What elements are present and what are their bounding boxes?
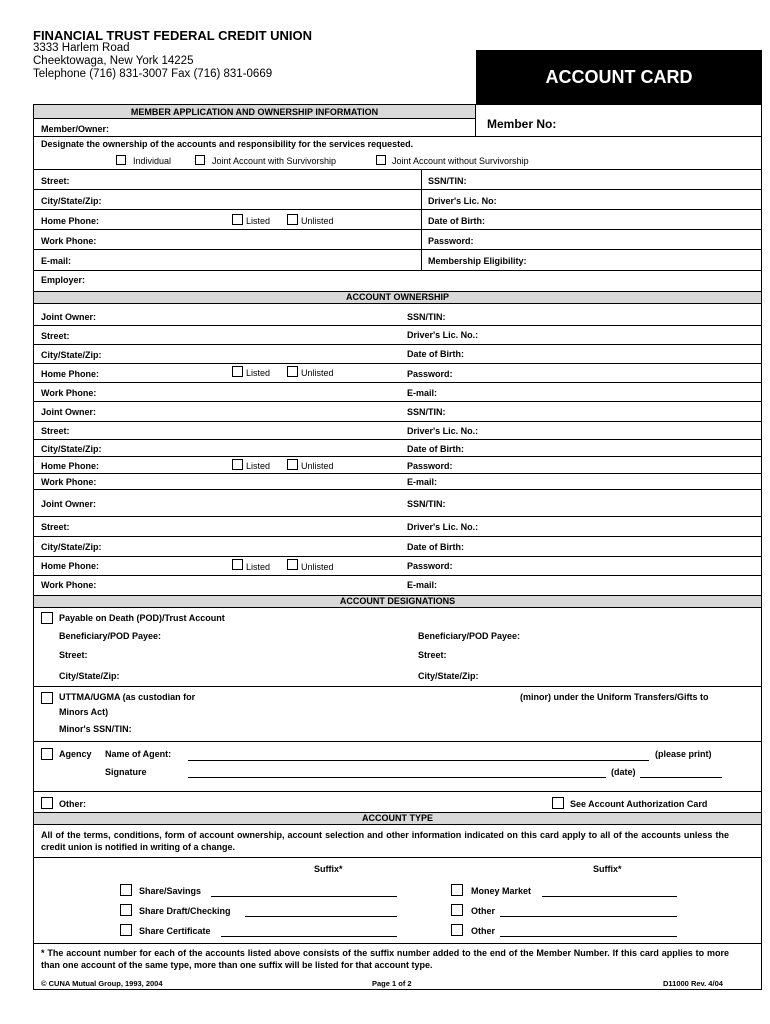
unlisted-checkbox[interactable] — [287, 214, 298, 225]
divider — [34, 189, 761, 190]
joint-owner-1-email-label: E-mail: — [407, 388, 438, 398]
org-phone: Telephone (716) 831-3007 Fax (716) 831-0669 — [33, 68, 273, 80]
joint-owner-3-street-label: Street: — [41, 522, 70, 532]
see-auth-label: See Account Authorization Card — [570, 799, 708, 809]
pod-checkbox[interactable] — [41, 612, 53, 624]
divider — [34, 473, 761, 474]
listed-checkbox[interactable] — [232, 214, 243, 225]
joint-owner-1-work-phone-label: Work Phone: — [41, 388, 97, 398]
divider — [34, 270, 761, 271]
beneficiary-1-city-label: City/State/Zip: — [59, 671, 120, 681]
minor-ssn-label: Minor's SSN/TIN: — [59, 724, 132, 734]
share-draft-label: Share Draft/Checking — [139, 906, 231, 916]
other-type-2-label: Other — [471, 926, 496, 936]
beneficiary-1-street-label: Street: — [59, 650, 88, 660]
unlisted-label: Unlisted — [301, 562, 334, 572]
divider — [421, 169, 422, 270]
joint-survivorship-label: Joint Account with Survivorship — [212, 156, 337, 166]
joint-owner-3-dl-label: Driver's Lic. No.: — [407, 522, 479, 532]
footnote-text: * The account number for each of the accounts listed above consists of the suffix number added to the end of the Member Number. If this card applies to more than one account of the same type, more than one suffix will be listed for that account type. — [41, 948, 729, 970]
share-certificate-label: Share Certificate — [139, 926, 211, 936]
individual-checkbox[interactable] — [116, 155, 126, 165]
joint-owner-2-work-phone-label: Work Phone: — [41, 477, 97, 487]
joint-owner-3-email-label: E-mail: — [407, 580, 438, 590]
share-certificate-suffix-field[interactable] — [221, 936, 397, 937]
joint-owner-2-street-label: Street: — [41, 426, 70, 436]
divider — [34, 344, 761, 345]
divider — [34, 857, 761, 858]
divider — [34, 741, 761, 742]
city-label: City/State/Zip: — [41, 196, 102, 206]
divider — [475, 105, 476, 136]
account-type-section-title: ACCOUNT TYPE — [34, 812, 761, 825]
divider — [34, 382, 761, 383]
other-type-1-label: Other — [471, 906, 496, 916]
joint-owner-1-home-phone-label: Home Phone: — [41, 369, 100, 379]
designate-text: Designate the ownership of the accounts and responsibility for the services requested. — [41, 139, 414, 149]
beneficiary-2-street-label: Street: — [418, 650, 447, 660]
joint-owner-2-ssn-label: SSN/TIN: — [407, 407, 446, 417]
please-print-label: (please print) — [655, 749, 712, 759]
joint-owner-1-unlisted-checkbox[interactable] — [287, 366, 298, 377]
beneficiary-1-label: Beneficiary/POD Payee: — [59, 631, 162, 641]
joint-owner-3-unlisted-checkbox[interactable] — [287, 559, 298, 570]
joint-owner-2-city-label: City/State/Zip: — [41, 444, 102, 454]
org-address-line2: Cheektowaga, New York 14225 — [33, 55, 194, 67]
other-type-1-checkbox[interactable] — [451, 904, 463, 916]
designations-section-title: ACCOUNT DESIGNATIONS — [34, 595, 761, 608]
joint-owner-3-city-label: City/State/Zip: — [41, 542, 102, 552]
joint-owner-3-home-phone-label: Home Phone: — [41, 561, 100, 571]
joint-owner-1-dob-label: Date of Birth: — [407, 349, 464, 359]
card-title: ACCOUNT CARD — [476, 50, 762, 104]
beneficiary-2-city-label: City/State/Zip: — [418, 671, 479, 681]
drivers-license-label: Driver's Lic. No: — [428, 196, 497, 206]
page-number: Page 1 of 2 — [372, 979, 412, 988]
divider — [34, 209, 761, 210]
joint-owner-3-listed-checkbox[interactable] — [232, 559, 243, 570]
divider — [34, 229, 761, 230]
signature-label: Signature — [105, 767, 147, 777]
joint-owner-1-street-label: Street: — [41, 331, 70, 341]
share-draft-suffix-field[interactable] — [245, 916, 397, 917]
listed-label: Listed — [246, 216, 271, 226]
joint-owner-2-listed-checkbox[interactable] — [232, 459, 243, 470]
listed-label: Listed — [246, 368, 271, 378]
agent-name-field[interactable] — [188, 760, 649, 761]
divider — [34, 943, 761, 944]
member-owner-label: Member/Owner: — [41, 124, 110, 134]
suffix-right-label: Suffix* — [593, 864, 622, 874]
divider — [34, 686, 761, 687]
share-draft-checkbox[interactable] — [120, 904, 132, 916]
divider — [34, 401, 761, 402]
joint-survivorship-checkbox[interactable] — [195, 155, 205, 165]
unlisted-label: Unlisted — [301, 368, 334, 378]
joint-owner-2-password-label: Password: — [407, 461, 453, 471]
divider — [34, 421, 761, 422]
pod-label: Payable on Death (POD)/Trust Account — [59, 613, 225, 623]
joint-no-survivorship-checkbox[interactable] — [376, 155, 386, 165]
unlisted-label: Unlisted — [301, 461, 334, 471]
beneficiary-2-label: Beneficiary/POD Payee: — [418, 631, 521, 641]
divider — [34, 325, 761, 326]
divider — [34, 363, 761, 364]
share-savings-label: Share/Savings — [139, 886, 202, 896]
joint-owner-2-email-label: E-mail: — [407, 477, 438, 487]
form-revision: D11000 Rev. 4/04 — [663, 979, 723, 988]
joint-owner-3-ssn-label: SSN/TIN: — [407, 499, 446, 509]
other-type-1-suffix-field[interactable] — [500, 916, 677, 917]
divider — [34, 136, 761, 137]
share-savings-suffix-field[interactable] — [211, 896, 397, 897]
ownership-section-title: ACCOUNT OWNERSHIP — [34, 291, 761, 304]
employer-label: Employer: — [41, 275, 86, 285]
listed-label: Listed — [246, 562, 271, 572]
org-name: FINANCIAL TRUST FEDERAL CREDIT UNION — [33, 28, 313, 43]
date-label: (date) — [611, 767, 636, 777]
joint-owner-1-city-label: City/State/Zip: — [41, 350, 102, 360]
divider — [34, 516, 761, 517]
member-section-title: MEMBER APPLICATION AND OWNERSHIP INFORMATION — [130, 107, 379, 117]
other-type-2-suffix-field[interactable] — [500, 936, 677, 937]
joint-no-survivorship-label: Joint Account without Survivorship — [392, 156, 529, 166]
joint-owner-1-dl-label: Driver's Lic. No.: — [407, 330, 479, 340]
copyright-text: © CUNA Mutual Group, 1993, 2004 — [41, 979, 163, 988]
joint-owner-1-listed-checkbox[interactable] — [232, 366, 243, 377]
agent-name-label: Name of Agent: — [105, 749, 172, 759]
divider — [34, 456, 761, 457]
joint-owner-1-ssn-label: SSN/TIN: — [407, 312, 446, 322]
divider — [34, 556, 761, 557]
joint-owner-2-unlisted-checkbox[interactable] — [287, 459, 298, 470]
signature-field[interactable] — [188, 777, 606, 778]
uttma-label: UTTMA/UGMA (as custodian for — [59, 692, 196, 702]
money-market-label: Money Market — [471, 886, 532, 896]
divider — [34, 489, 761, 490]
joint-owner-1-password-label: Password: — [407, 369, 453, 379]
other-designation-checkbox[interactable] — [41, 797, 53, 809]
password-label: Password: — [428, 236, 474, 246]
uttma-right-label: (minor) under the Uniform Transfers/Gifts to — [520, 692, 709, 702]
divider — [34, 536, 761, 537]
other-designation-label: Other: — [59, 799, 86, 809]
work-phone-label: Work Phone: — [41, 236, 97, 246]
money-market-checkbox[interactable] — [451, 884, 463, 896]
divider — [34, 169, 761, 170]
minors-act-label: Minors Act) — [59, 707, 109, 717]
agency-checkbox[interactable] — [41, 748, 53, 760]
joint-owner-2-label: Joint Owner: — [41, 407, 97, 417]
joint-owner-3-label: Joint Owner: — [41, 499, 97, 509]
joint-owner-2-dl-label: Driver's Lic. No.: — [407, 426, 479, 436]
unlisted-label: Unlisted — [301, 216, 334, 226]
agency-label: Agency — [59, 749, 92, 759]
uttma-checkbox[interactable] — [41, 692, 53, 704]
joint-owner-3-dob-label: Date of Birth: — [407, 542, 464, 552]
terms-text: All of the terms, conditions, form of account ownership, account selection and other information indicated on this card apply to all of the accounts unless the credit union is notified in writing of a change. — [41, 830, 729, 852]
divider — [34, 791, 761, 792]
listed-label: Listed — [246, 461, 271, 471]
divider — [34, 439, 761, 440]
street-label: Street: — [41, 176, 70, 186]
other-type-2-checkbox[interactable] — [451, 924, 463, 936]
share-savings-checkbox[interactable] — [120, 884, 132, 896]
member-no-label: Member No: — [487, 117, 557, 131]
joint-owner-3-password-label: Password: — [407, 561, 453, 571]
ssn-label: SSN/TIN: — [428, 176, 467, 186]
home-phone-label: Home Phone: — [41, 216, 100, 226]
org-address-line1: 3333 Harlem Road — [33, 42, 130, 54]
suffix-left-label: Suffix* — [314, 864, 343, 874]
divider — [34, 575, 761, 576]
joint-owner-3-work-phone-label: Work Phone: — [41, 580, 97, 590]
individual-label: Individual — [133, 156, 172, 166]
money-market-suffix-field[interactable] — [542, 896, 677, 897]
email-label: E-mail: — [41, 256, 72, 266]
share-certificate-checkbox[interactable] — [120, 924, 132, 936]
joint-owner-2-dob-label: Date of Birth: — [407, 444, 464, 454]
signature-date-field[interactable] — [640, 777, 722, 778]
dob-label: Date of Birth: — [428, 216, 485, 226]
joint-owner-2-home-phone-label: Home Phone: — [41, 461, 100, 471]
joint-owner-1-label: Joint Owner: — [41, 312, 97, 322]
eligibility-label: Membership Eligibility: — [428, 256, 527, 266]
see-auth-checkbox[interactable] — [552, 797, 564, 809]
divider — [34, 249, 761, 250]
